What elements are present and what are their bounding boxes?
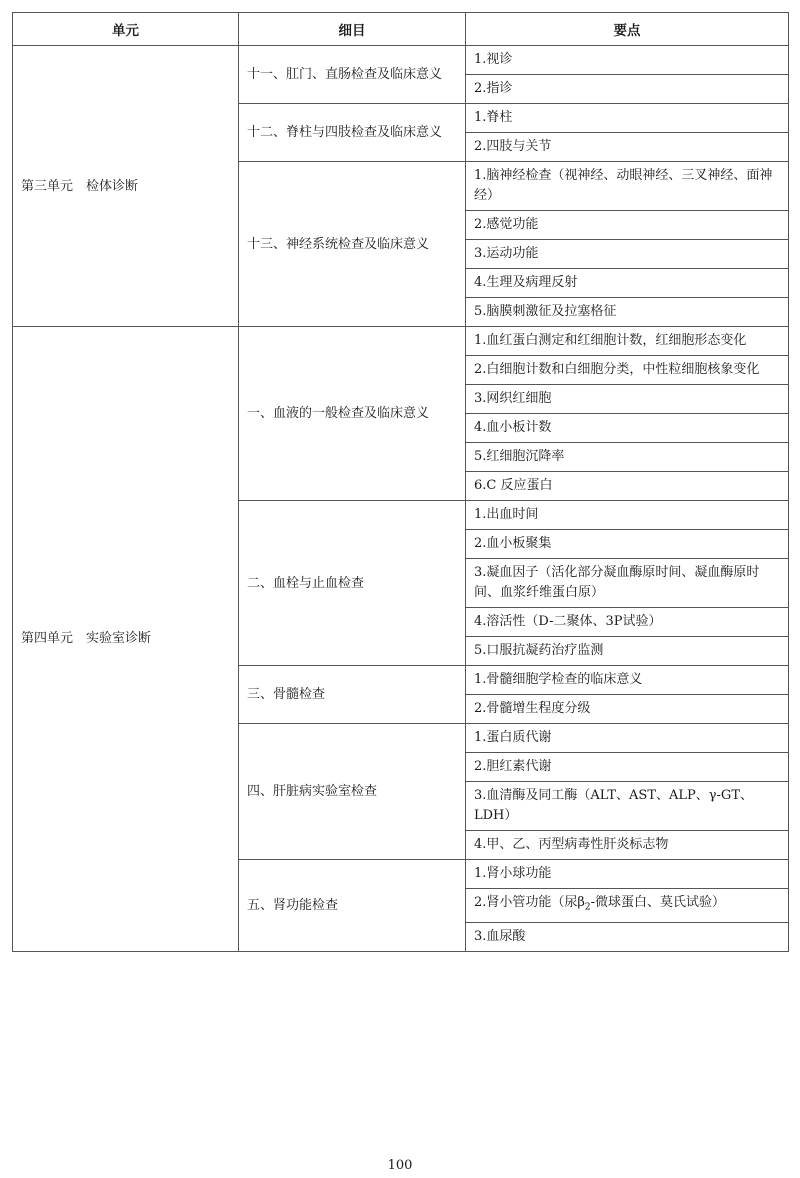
point-cell: 3.凝血因子（活化部分凝血酶原时间、凝血酶原时间、血浆纤维蛋白原） — [466, 559, 789, 608]
unit-cell: 第四单元 实验室诊断 — [13, 327, 239, 952]
point-cell: 4.溶活性（D-二聚体、3P试验） — [466, 608, 789, 637]
point-cell — [466, 889, 789, 923]
point-cell: 3.网织红细胞 — [466, 385, 789, 414]
point-text: 2.肾小管功能（尿β — [474, 895, 585, 910]
point-cell: 5.红细胞沉降率 — [466, 443, 789, 472]
point-cell: 2.白细胞计数和白细胞分类，中性粒细胞核象变化 — [466, 356, 789, 385]
table-row — [13, 46, 789, 75]
header-item: 细目 — [239, 13, 466, 46]
point-cell: 1.脑神经检查（视神经、动眼神经、三叉神经、面神经） — [466, 162, 789, 211]
table-row — [13, 327, 789, 356]
point-cell: 1.脊柱 — [466, 104, 789, 133]
point-cell: 5.口服抗凝药治疗监测 — [466, 637, 789, 666]
item-cell: 十二、脊柱与四肢检查及临床意义 — [239, 104, 466, 162]
point-cell: 2.四肢与关节 — [466, 133, 789, 162]
header-point: 要点 — [466, 13, 789, 46]
point-cell: 2.感觉功能 — [466, 211, 789, 240]
point-cell: 4.血小板计数 — [466, 414, 789, 443]
page-number: 100 — [387, 1158, 413, 1173]
item-cell: 十一、肛门、直肠检查及临床意义 — [239, 46, 466, 104]
point-cell: 6.C 反应蛋白 — [466, 472, 789, 501]
point-cell: 3.运动功能 — [466, 240, 789, 269]
point-text-tail: -微球蛋白、莫氏试验） — [590, 895, 726, 910]
header-unit: 单元 — [13, 13, 239, 46]
point-cell: 2.血小板聚集 — [466, 530, 789, 559]
point-cell: 4.生理及病理反射 — [466, 269, 789, 298]
point-cell: 2.指诊 — [466, 75, 789, 104]
point-cell: 1.骨髓细胞学检查的临床意义 — [466, 666, 789, 695]
point-cell: 1.出血时间 — [466, 501, 789, 530]
point-cell: 3.血清酶及同工酶（ALT、AST、ALP、γ-GT、LDH） — [466, 782, 789, 831]
point-cell: 4.甲、乙、丙型病毒性肝炎标志物 — [466, 831, 789, 860]
syllabus-table — [12, 12, 789, 952]
unit-cell: 第三单元 检体诊断 — [13, 46, 239, 327]
item-cell: 一、血液的一般检查及临床意义 — [239, 327, 466, 501]
point-cell: 2.骨髓增生程度分级 — [466, 695, 789, 724]
item-cell: 二、血栓与止血检查 — [239, 501, 466, 666]
item-cell: 四、肝脏病实验室检查 — [239, 724, 466, 860]
header-row — [13, 13, 789, 46]
point-cell: 1.肾小球功能 — [466, 860, 789, 889]
point-cell: 1.视诊 — [466, 46, 789, 75]
point-cell: 1.蛋白质代谢 — [466, 724, 789, 753]
item-cell: 三、骨髓检查 — [239, 666, 466, 724]
subscript-two: 2 — [584, 902, 591, 913]
point-cell: 2.胆红素代谢 — [466, 753, 789, 782]
point-cell: 3.血尿酸 — [466, 922, 789, 951]
point-cell: 1.血红蛋白测定和红细胞计数，红细胞形态变化 — [466, 327, 789, 356]
item-cell: 五、肾功能检查 — [239, 860, 466, 952]
item-cell: 十三、神经系统检查及临床意义 — [239, 162, 466, 327]
point-cell: 5.脑膜刺激征及拉塞格征 — [466, 298, 789, 327]
